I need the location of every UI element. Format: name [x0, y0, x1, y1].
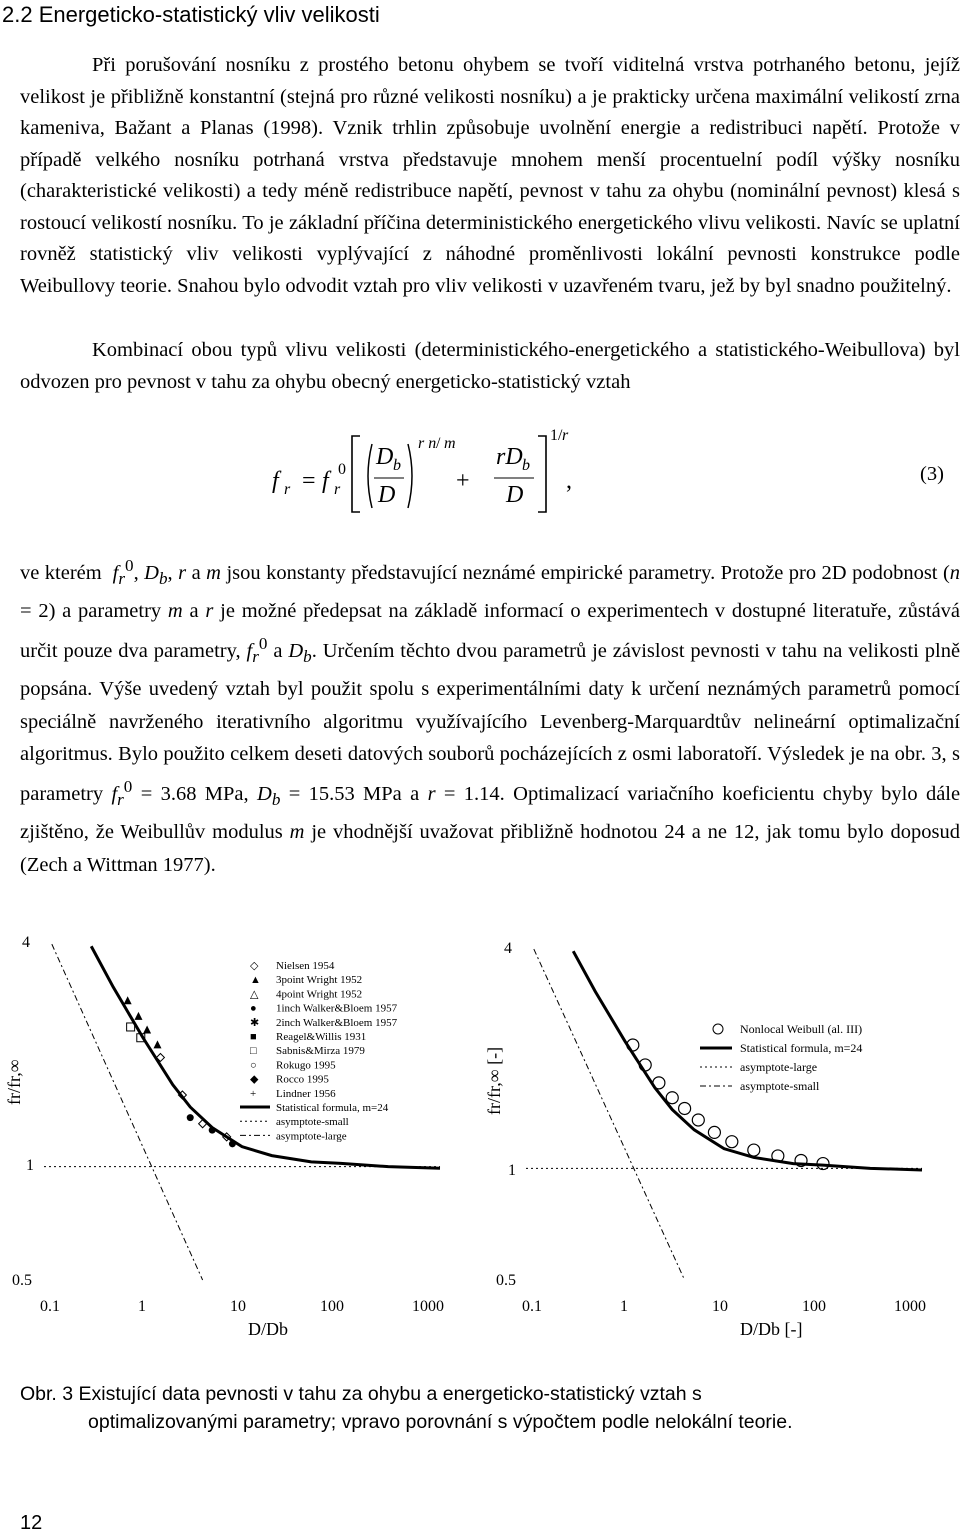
xtick-100: 100 — [802, 1298, 826, 1315]
figure-caption — [20, 1380, 940, 1436]
legend-marker: ● — [250, 1002, 257, 1015]
xtick-1000: 1000 — [412, 1298, 444, 1315]
svg-text:r: r — [284, 481, 291, 498]
xtick-1: 1 — [620, 1298, 628, 1315]
legend-marker: ■ — [250, 1031, 257, 1043]
legend-label: asymptote-large — [276, 1130, 347, 1143]
right-ylabel: fr/fr,∞ [-] — [484, 1046, 504, 1115]
xtick-1000: 1000 — [894, 1298, 926, 1315]
asymptote-small-line — [52, 944, 203, 1280]
svg-text:r: r — [562, 427, 569, 444]
svg-text:D: D — [376, 444, 394, 470]
data-point — [134, 1012, 142, 1020]
ytick-1: 1 — [26, 1157, 34, 1174]
svg-text:+: + — [456, 468, 470, 494]
svg-text:m: m — [444, 435, 456, 452]
legend-label: asymptote-large — [740, 1060, 818, 1074]
legend-marker: ✱ — [250, 1016, 260, 1029]
ytick-0.5: 0.5 — [496, 1272, 516, 1289]
legend-label: Rocco 1995 — [276, 1073, 329, 1086]
data-point — [229, 1140, 236, 1147]
legend-label: Reagel&Willis 1931 — [276, 1031, 367, 1043]
xtick-1: 1 — [138, 1298, 146, 1315]
xtick-0.1: 0.1 — [522, 1298, 542, 1315]
xtick-10: 10 — [712, 1298, 728, 1315]
caption-line-2: optimalizovanými parametry; vpravo porovnání s výpočtem podle nelokální teorie. — [88, 1411, 793, 1433]
data-point — [726, 1136, 738, 1148]
svg-text:=: = — [302, 468, 316, 494]
legend-marker: ▲ — [250, 974, 261, 987]
legend-label: 2inch Walker&Bloem 1957 — [276, 1016, 398, 1029]
legend-marker: + — [250, 1087, 257, 1100]
svg-text:b: b — [393, 457, 401, 474]
legend-label: Rokugo 1995 — [276, 1059, 336, 1072]
data-point — [708, 1126, 720, 1138]
equation-number: (3) — [920, 463, 944, 485]
xtick-0.1: 0.1 — [40, 1298, 60, 1315]
asymptote-small-line — [534, 949, 685, 1280]
svg-text:,: , — [566, 468, 572, 494]
paragraph-3: ve kterém $f_r^0$, $D_b$, r a m jsou konstanty představující neznámé empirické parametry. Protože pro 2D podobnost (n = 2) a parametry m a r je možné předepsat na základě informací o experimentech v dostupné literatuře, zůstává určit pouze dva parametry, $f_r^0$ a $D_b$. Určením těchto dvou parametrů je závislost pevnosti v tahu na velikosti plně popsána. Výše uvedený vztah byl použit spolu s experimentálními daty k určení neznámých parametrů pomocí speciálně navrženého iterativního algoritmu využívajícího Levenberg-Marquardtův nelineární optimalizační algoritmus. Bylo použito celkem deseti datových souborů pocházejících z osmi laboratoří. Výsledek je na obr. 3, s parametry $f_r^0 = 3.68$ MPa, $D_b = 15.53$ MPa a r = 1.14. Optimalizací variačního koeficientu chyby bylo dále zjištěno, že Weibullův modulus m je vhodnější uvažovat přibližně hodnotou 24 a ne 12, jak tomu bylo doposud (Zech a Wittman 1977). — [20, 556, 960, 876]
legend-label: asymptote-small — [740, 1079, 820, 1093]
caption-line-1: Obr. 3 Existující data pevnosti v tahu za ohybu a energeticko-statistický vztah s — [20, 1383, 702, 1405]
legend-label: Lindner 1956 — [276, 1087, 336, 1100]
svg-text:r: r — [334, 481, 341, 498]
ytick-0.5: 0.5 — [12, 1272, 32, 1289]
svg-text:rD: rD — [496, 444, 523, 470]
legend-marker: ○ — [250, 1059, 257, 1072]
legend-marker: △ — [250, 988, 259, 1001]
legend-marker: ◆ — [250, 1073, 259, 1086]
legend-label: Nonlocal Weibull (al. III) — [740, 1022, 863, 1036]
svg-text:r n: r n — [418, 435, 437, 452]
paragraph-2: Kombinací obou typů vlivu velikosti (deterministického-energetického a statistického-Weibullova) byl odvozen pro pevnost v tahu za ohybu obecný energeticko-statistický vztah — [20, 339, 960, 393]
figure-right-chart — [478, 925, 960, 1345]
data-point — [679, 1102, 691, 1114]
equation-3 — [0, 420, 960, 530]
svg-text:1/: 1/ — [550, 427, 563, 444]
right-xlabel: D/Db [-] — [740, 1319, 803, 1339]
left-xlabel: D/Db — [248, 1319, 288, 1339]
svg-text:f: f — [322, 468, 329, 494]
legend-marker: □ — [250, 1045, 257, 1058]
data-point — [209, 1127, 216, 1134]
legend-marker — [713, 1024, 723, 1034]
svg-text:D: D — [378, 482, 396, 508]
svg-text:D: D — [506, 482, 524, 508]
left-ylabel: fr/fr,∞ — [4, 1059, 24, 1105]
svg-text:f: f — [272, 468, 279, 494]
data-point — [748, 1144, 760, 1156]
data-point — [143, 1025, 151, 1033]
data-point — [153, 1040, 161, 1048]
ytick-4: 4 — [504, 940, 512, 957]
legend-label: asymptote-small — [276, 1116, 349, 1129]
paragraph-1: Při porušování nosníku z prostého betonu ohybem se tvoří viditelná vrstva potrhaného betonu, jejíž velikost je přibližně konstantní (stejná pro různé velikosti nosníku) a je prakticky určena maximální velikostí zrna kameniva, Bažant a Planas (1998). Vznik trhlin způsobuje uvolnění energie a redistribuci napětí. Protože v případě velkého nosníku potrhaná vrstva představuje mnohem menší procentuelní podíl výšky nosníku (charakteristické velikosti) a tedy méně redistribuce napětí, pevnost v tahu za ohybu (nominální pevnost) klesá s rostoucí velikostí nosníku. To je základní příčina deterministického energetického vlivu velikosti. Navíc se uplatní rovněž statistický vliv velikosti vyplývající z náhodné proměnlivosti lokální pevnosti konstrukce podle Weibullovy teorie. Snahou bylo odvodit vztah pro vliv velikosti v uzavřeném tvaru, jež by byl snadno použitelný. — [20, 54, 960, 297]
svg-text:0: 0 — [338, 461, 346, 478]
legend-label: 3point Wright 1952 — [276, 974, 363, 987]
data-point — [124, 996, 132, 1004]
legend-marker: ◇ — [250, 960, 259, 972]
page-number: 12 — [20, 1512, 43, 1534]
legend-label: Sabnis&Mirza 1979 — [276, 1045, 365, 1058]
svg-text:b: b — [522, 457, 530, 474]
data-point — [692, 1114, 704, 1126]
data-point — [187, 1114, 194, 1121]
figure-left-chart — [0, 925, 470, 1345]
ytick-1: 1 — [508, 1162, 516, 1179]
xtick-10: 10 — [230, 1298, 246, 1315]
svg-text:/: / — [436, 435, 441, 452]
legend-label: Statistical formula, m=24 — [740, 1041, 863, 1055]
legend-label: Nielsen 1954 — [276, 960, 335, 972]
legend-label: 4point Wright 1952 — [276, 988, 363, 1001]
xtick-100: 100 — [320, 1298, 344, 1315]
legend-label: 1inch Walker&Bloem 1957 — [276, 1002, 398, 1015]
statistical-formula-curve — [91, 946, 440, 1168]
legend-label: Statistical formula, m=24 — [276, 1102, 389, 1114]
ytick-4: 4 — [22, 934, 30, 951]
section-heading: 2.2 Energeticko-statistický vliv velikosti — [2, 2, 380, 27]
